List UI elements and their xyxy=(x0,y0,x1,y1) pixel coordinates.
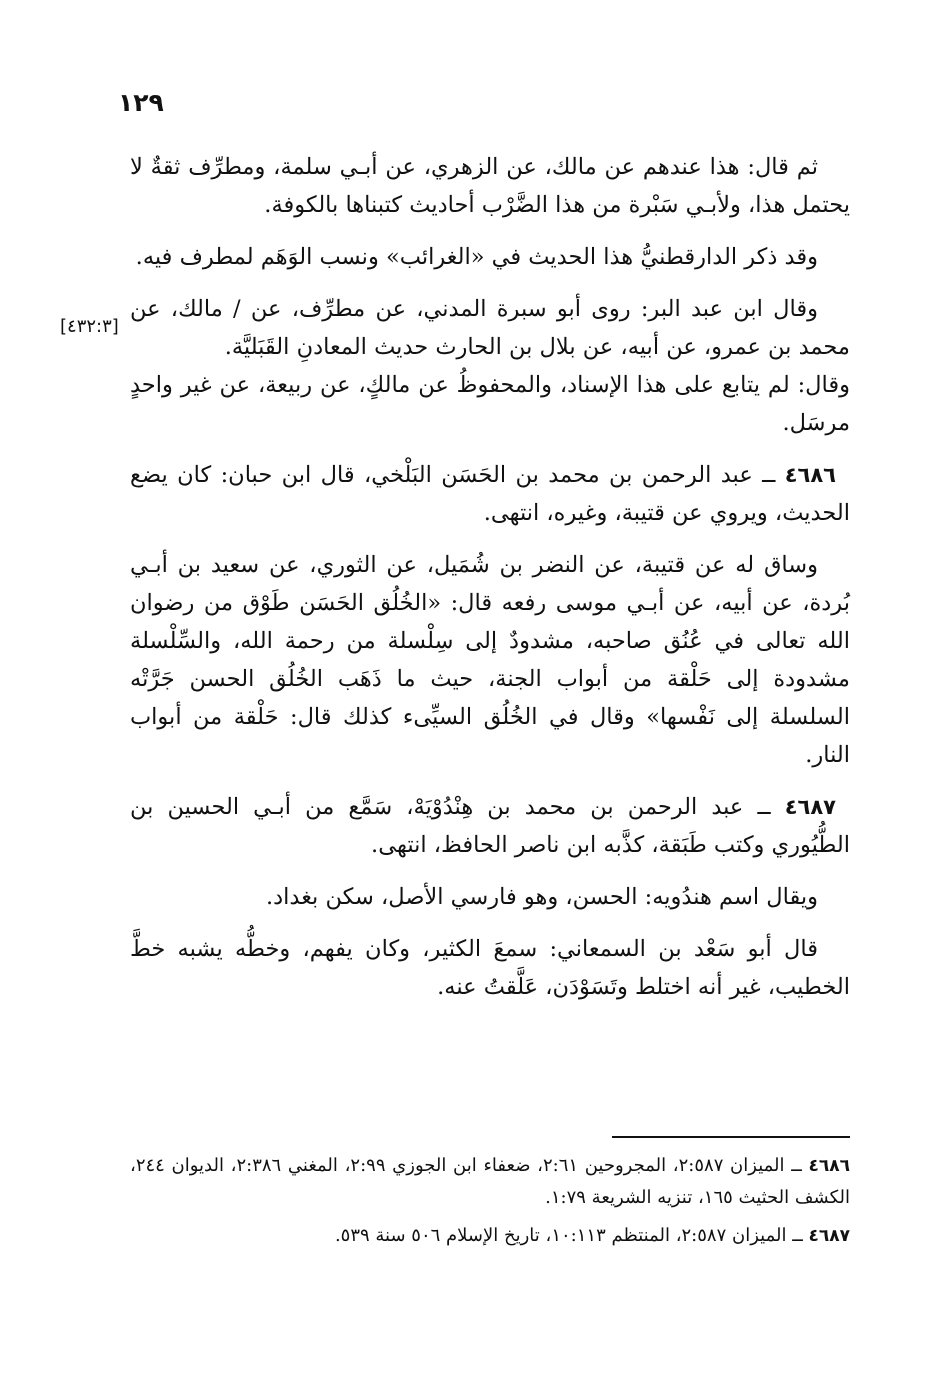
paragraph: وساق له عن قتيبة، عن النضر بن شُمَيل، عن الثوري، عن سعيد بن أبـي بُردة، عن أبيه، عن أبـي موسى رفعه قال: «الخُلُق الحَسَن طَوْق من رضوان الله تعالى في عُنُق صاحبه، مشدودٌ إلى سِلْسلة من رحمة الله، والسِّلْسلة مشدودة إلى حَلْقة من أبواب الجنة، حيث ما ذَهَب الخُلُق الحسن جَرَّتْه السلسلة إلى نَفْسها» وقال في الخُلُق السيِّىء كذلك قال: حَلْقة من أبواب النار. xyxy=(130,552,850,768)
footnote-number: ٤٦٨٦ xyxy=(808,1156,850,1176)
entry-4687 xyxy=(130,788,850,864)
paragraph: وقال: لم يتابع على هذا الإسناد، والمحفوظُ عن مالكٍ، عن ربيعة، عن غير واحدٍ مرسَل. xyxy=(130,372,850,436)
footnotes xyxy=(130,1150,850,1258)
main-text xyxy=(130,148,850,1020)
entry-text: عبد الرحمن بن محمد بن هِنْدُوْيَهْ، سَمَّع من أبـي الحسين بن الطُّيُوري وكتب طَبَقة، كذَّبه ابن ناصر الحافظ، انتهى. xyxy=(130,794,850,858)
entry-number: ٤٦٨٦ xyxy=(784,463,837,487)
entry-4686 xyxy=(130,456,850,532)
footnote-dash: ــ xyxy=(791,1155,802,1176)
paragraph: وقد ذكر الدارقطنيُّ هذا الحديث في «الغرائب» ونسب الوَهَم لمطرف فيه. xyxy=(135,244,818,270)
footnote xyxy=(130,1220,850,1252)
paragraph: قال أبو سَعْد بن السمعاني: سمعَ الكثير، وكان يفهم، وخطُّه يشبه خطَّ الخطيب، غير أنه اختلط وتَسَوْدَن، عَلَّقتُ عنه. xyxy=(130,936,850,1000)
footnote-text: الميزان ٢:٥٨٧، المجروحين ٢:٦١، ضعفاء ابن الجوزي ٢:٩٩، المغني ٢:٣٨٦، الديوان ٢٤٤، الكشف الحثيث ١٦٥، تنزيه الشريعة ١:٧٩. xyxy=(130,1155,850,1208)
entry-dash: ــ xyxy=(757,794,771,820)
entry-dash: ــ xyxy=(762,462,776,488)
paragraph: وقال ابن عبد البر: روى أبو سبرة المدني، عن مطرِّف، عن / مالك، عن محمد بن عمرو، عن أبيه، عن بلال بن الحارث حديث المعادنِ القَبَليَّة. xyxy=(130,296,850,360)
entry-number: ٤٦٨٧ xyxy=(784,795,837,819)
margin-volume-page-reference: [٤٣٢:٣] xyxy=(60,316,119,337)
paragraph: ثم قال: هذا عندهم عن مالك، عن الزهري، عن أبـي سلمة، ومطرِّف ثقةٌ لا يحتمل هذا، ولأبـي سَبْرة من هذا الضَّرْب أحاديث كتبناها بالكوفة. xyxy=(130,154,850,218)
footnote-dash: ــ xyxy=(792,1225,803,1246)
footnote-separator xyxy=(612,1136,850,1138)
entry-text: عبد الرحمن بن محمد بن الحَسَن البَلْخي، قال ابن حبان: كان يضع الحديث، ويروي عن قتيبة، وغيره، انتهى. xyxy=(130,462,850,526)
footnote-text: الميزان ٢:٥٨٧، المنتظم ١٠:١١٣، تاريخ الإسلام ٥٠٦ سنة ٥٣٩. xyxy=(334,1225,787,1246)
footnote-number: ٤٦٨٧ xyxy=(808,1226,850,1246)
footnote xyxy=(130,1150,850,1214)
paragraph: ويقال اسم هندُويه: الحسن، وهو فارسي الأصل، سكن بغداد. xyxy=(265,884,818,910)
page-number: ١٢٩ xyxy=(118,88,164,117)
